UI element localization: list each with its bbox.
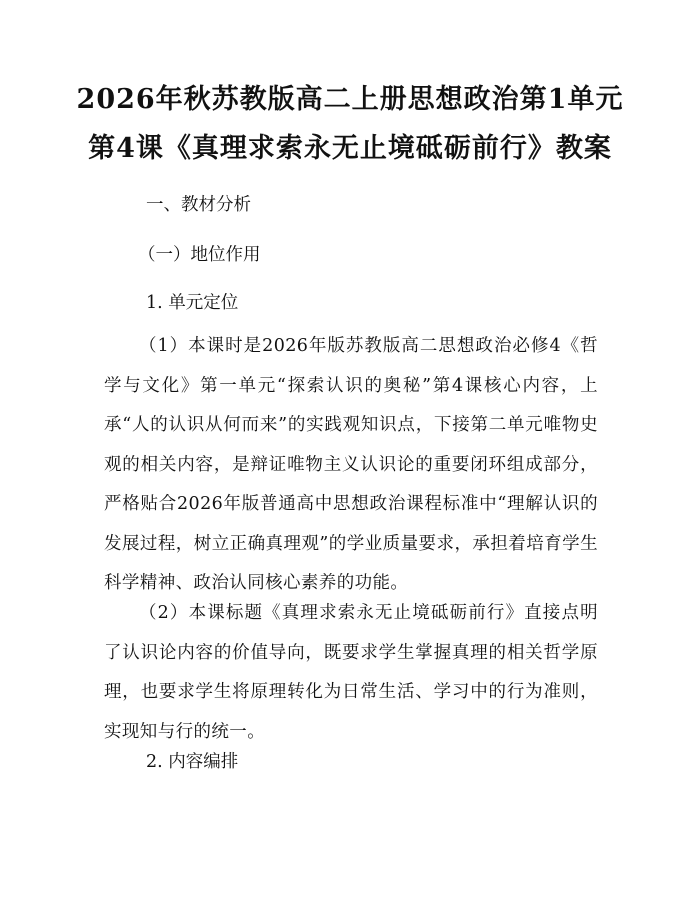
section-heading-textbook-analysis: 一、教材分析 xyxy=(146,195,251,215)
subsection-heading-position-role: （一）地位作用 xyxy=(138,245,261,265)
item-heading-unit-positioning: 1. 单元定位 xyxy=(146,293,239,313)
paragraph-unit-positioning-2: （2）本课标题《真理求索永无止境砥砺前行》直接点明了认识论内容的价值导向，既要求学生掌握真理的相关哲学原理，也要求学生将原理转化为日常生活、学习中的行为准则，实现知与行的统一。 xyxy=(104,603,598,742)
item-heading-content-arrangement: 2. 内容编排 xyxy=(146,752,239,772)
document-title-line-1: 2026年秋苏教版高二上册思想政治第1单元 xyxy=(76,84,624,115)
document-title-line-2: 第4课《真理求索永无止境砥砺前行》教案 xyxy=(88,133,612,164)
paragraph-unit-positioning-1: （1）本课时是2026年版苏教版高二思想政治必修4《哲学与文化》第一单元“探索认识的奥秘”第4课核心内容，上承“人的认识从何而来”的实践观知识点，下接第二单元唯物史观的相关内容，是辩证唯物主义认识论的重要闭环组成部分，严格贴合2026年版普通高中思想政治课程标准中“理解认识的发展过程，树立正确真理观”的学业质量要求，承担着培育学生科学精神、政治认同核心素养的功能。 xyxy=(104,336,598,593)
